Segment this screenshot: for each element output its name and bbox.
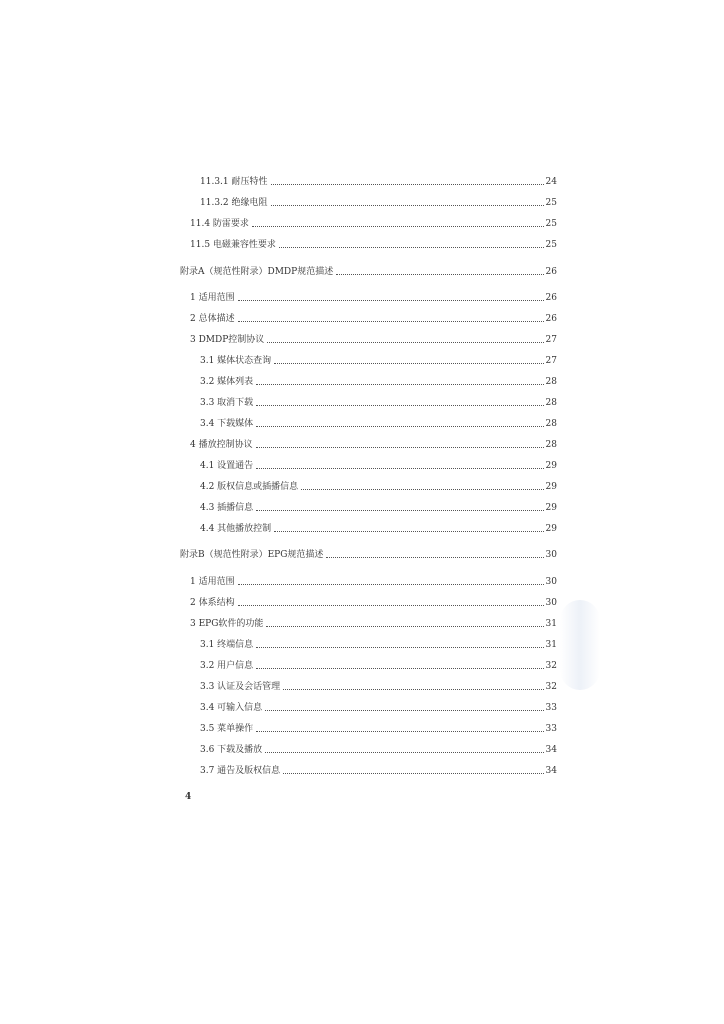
toc-leader [274, 531, 543, 532]
toc-entry-title: 3.6 下载及播放 [200, 745, 263, 755]
toc-entry-title: 4.4 其他播放控制 [200, 524, 272, 534]
toc-leader [279, 247, 544, 248]
toc-entry-title: 附录B（规范性附录）EPG规范描述 [180, 550, 324, 560]
toc-entry-title: 4.3 插播信息 [200, 503, 254, 513]
toc-leader [256, 731, 543, 732]
toc-entry [200, 656, 557, 672]
toc-entry [190, 614, 557, 630]
toc-leader [274, 363, 543, 364]
toc-leader [256, 384, 543, 385]
toc-entry [190, 235, 557, 251]
toc-entry-page: 30 [545, 598, 557, 608]
toc-entry-title: 4 播放控制协议 [190, 440, 253, 450]
toc-entry-page: 25 [545, 219, 557, 229]
toc-entry-title: 11.3.2 绝缘电阻 [200, 198, 268, 208]
toc-leader [267, 342, 543, 343]
toc-entry-page: 34 [545, 745, 557, 755]
toc-entry [200, 519, 557, 535]
toc-entry-title: 附录A（规范性附录）DMDP规范描述 [180, 267, 334, 277]
toc-entry-page: 32 [545, 682, 557, 692]
toc-entry [200, 498, 557, 514]
toc-entry [200, 456, 557, 472]
toc-entry-title: 3.2 媒体列表 [200, 377, 254, 387]
toc-entry-title: 11.4 防雷要求 [190, 219, 249, 229]
toc-entry [200, 351, 557, 367]
toc-entry-title: 3.5 菜单操作 [200, 724, 254, 734]
toc-leader [283, 773, 543, 774]
toc-entry-page: 24 [545, 177, 557, 187]
toc-entry [200, 635, 557, 651]
toc-entry [200, 414, 557, 430]
toc-entry [200, 477, 557, 493]
toc-entry-page: 29 [545, 524, 557, 534]
toc-leader [256, 468, 543, 469]
toc-entry [200, 372, 557, 388]
toc-leader [256, 447, 544, 448]
toc-entry [190, 593, 557, 609]
toc-entry-page: 29 [545, 461, 557, 471]
toc-entry-page: 29 [545, 503, 557, 513]
toc-entry-page: 25 [545, 240, 557, 250]
toc-entry [190, 330, 557, 346]
toc-leader [271, 205, 544, 206]
toc-entry [190, 435, 557, 451]
toc-leader [256, 426, 543, 427]
toc-entry-title: 2 体系结构 [190, 598, 235, 608]
toc-leader [256, 405, 543, 406]
toc-leader [238, 605, 544, 606]
toc-entry-title: 3.2 用户信息 [200, 661, 254, 671]
toc-entry-title: 1 适用范围 [190, 577, 235, 587]
toc-entry-page: 28 [545, 398, 557, 408]
toc-entry [190, 309, 557, 325]
toc-entry-page: 26 [545, 267, 557, 277]
toc-entry-page: 31 [545, 619, 557, 629]
toc-entry-page: 30 [545, 550, 557, 560]
toc-entry-page: 26 [545, 293, 557, 303]
toc-entry-page: 31 [545, 640, 557, 650]
toc-leader [238, 584, 544, 585]
toc-entry [200, 740, 557, 756]
toc-leader [238, 300, 544, 301]
toc-entry-title: 3 EPG软件的功能 [190, 619, 264, 629]
toc-entry-page: 34 [545, 766, 557, 776]
toc-entry [190, 288, 557, 304]
toc-entry [200, 698, 557, 714]
toc-entry [200, 761, 557, 777]
toc-leader [256, 668, 543, 669]
toc-entry [180, 545, 557, 561]
toc-entry-title: 2 总体描述 [190, 314, 235, 324]
toc-entry-page: 33 [545, 703, 557, 713]
toc-entry-title: 11.5 电磁兼容性要求 [190, 240, 276, 250]
toc-entry-page: 26 [545, 314, 557, 324]
toc-entry-page: 33 [545, 724, 557, 734]
toc-entry-page: 32 [545, 661, 557, 671]
toc-entry [200, 193, 557, 209]
toc-entry [200, 393, 557, 409]
toc-entry-title: 3.3 取消下载 [200, 398, 254, 408]
toc-leader [265, 710, 543, 711]
toc-entry-page: 29 [545, 482, 557, 492]
toc-entry-page: 28 [545, 377, 557, 387]
toc-entry [200, 719, 557, 735]
toc-leader [283, 689, 543, 690]
toc-entry [190, 572, 557, 588]
toc-leader [252, 226, 544, 227]
toc-entry [200, 172, 557, 188]
toc-leader [265, 752, 543, 753]
toc-entry-page: 27 [545, 335, 557, 345]
toc-entry [180, 262, 557, 278]
toc-entry-title: 3.4 下载媒体 [200, 419, 254, 429]
toc-entry-title: 3 DMDP控制协议 [190, 335, 265, 345]
toc-entry-page: 25 [545, 198, 557, 208]
toc-entry-title: 3.7 通告及版权信息 [200, 766, 281, 776]
toc-leader [238, 321, 544, 322]
toc-entry-title: 4.1 设置通告 [200, 461, 254, 471]
toc-leader [256, 647, 543, 648]
toc-entry-title: 3.3 认证及会话管理 [200, 682, 281, 692]
toc-entry-page: 28 [545, 440, 557, 450]
page-number: 4 [185, 792, 192, 802]
toc-leader [301, 489, 543, 490]
toc-entry [190, 214, 557, 230]
toc-leader [271, 184, 544, 185]
toc-entry-page: 30 [545, 577, 557, 587]
toc-leader [256, 510, 543, 511]
toc-entry-title: 3.4 可输入信息 [200, 703, 263, 713]
toc-entry-title: 11.3.1 耐压特性 [200, 177, 268, 187]
toc-entry-title: 1 适用范围 [190, 293, 235, 303]
toc-leader [266, 626, 543, 627]
scan-smudge [560, 600, 600, 690]
toc-entry [200, 677, 557, 693]
toc-entry-page: 28 [545, 419, 557, 429]
toc-leader [336, 274, 543, 275]
toc-entry-title: 4.2 版权信息或插播信息 [200, 482, 299, 492]
toc-leader [326, 557, 543, 558]
toc-entry-title: 3.1 终端信息 [200, 640, 254, 650]
toc-entry-title: 3.1 媒体状态查询 [200, 356, 272, 366]
toc-entry-page: 27 [545, 356, 557, 366]
